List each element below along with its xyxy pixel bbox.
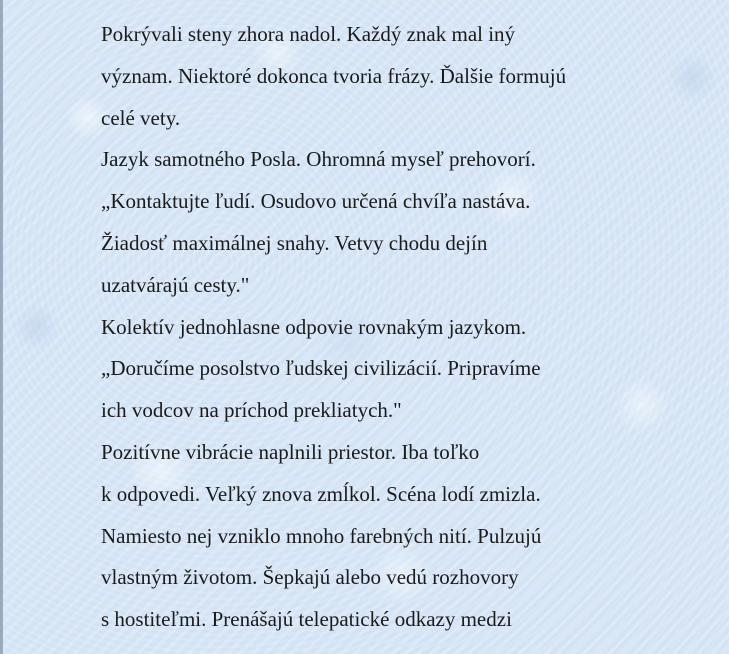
text-line: Pozitívne vibrácie naplnili priestor. Iba toľko [101,439,480,464]
text-line: „Doručíme posolstvo ľudskej civilizácií. Pripravíme [101,356,541,381]
text-line: „Kontaktujte ľudí. Osudovo určená chvíľa nastáva. [101,189,531,214]
document-body [101,14,701,641]
text-line: Namiesto nej vzniklo mnoho farebných nití. Pulzujú [101,523,542,548]
page-left-border [0,0,3,654]
text-line: vlastným životom. Šepkajú alebo vedú rozhovory [101,565,519,590]
text-line: Jazyk samotného Posla. Ohromná myseľ prehovorí. [101,147,536,172]
text-line: s hostiteľmi. Prenášajú telepatické odkazy medzi [101,607,512,632]
text-line: Pokrývali steny zhora nadol. Každý znak mal iný [101,22,516,46]
text-line: ich vodcov na príchod prekliatych." [101,398,402,423]
text-line: uzatvárajú cesty." [101,272,250,297]
text-line: celé vety. [101,105,181,130]
text-line: Kolektív jednohlasne odpovie rovnakým jazykom. [101,314,527,339]
text-line: Žiadosť maximálnej snahy. Vetvy chodu dejín [101,230,488,255]
text-line: význam. Niektoré dokonca tvoria frázy. Ďalšie formujú [101,63,567,88]
text-line: k odpovedi. Veľký znova zmĺkol. Scéna lodí zmizla. [101,481,541,506]
